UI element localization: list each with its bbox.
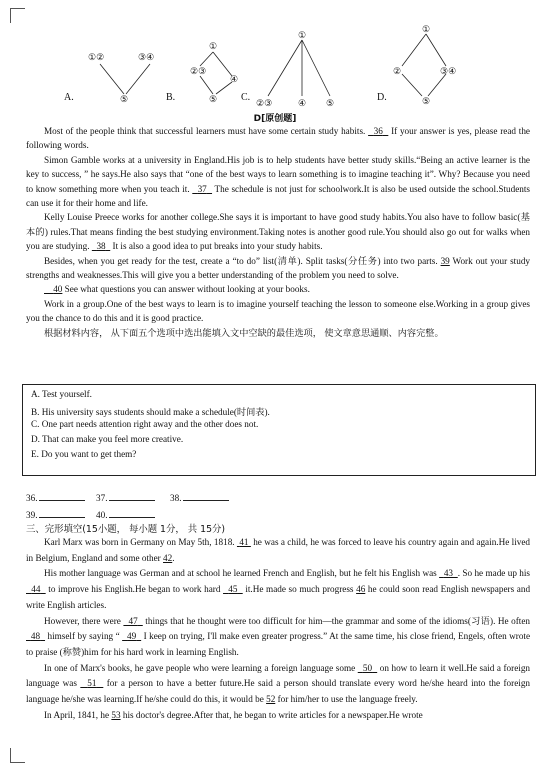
cloze-paragraph-2: His mother language was German and at school he learned French and English, but he felt his English was 43 . So he made up his 44 to improve his English.He began to work hard 45 it.He made so much progress 46 he could soon read English newspapers and write English articles.	[26, 568, 531, 610]
blank-43: 43	[443, 568, 454, 579]
figure-b-node-right: ④	[230, 74, 239, 84]
figure-b-letter: B.	[166, 92, 176, 103]
blank-52: 52	[266, 694, 276, 705]
figure-c-node-top: ①	[298, 30, 307, 40]
blank-37: 37	[197, 183, 207, 194]
figure-a-node-top-left: ①②	[88, 52, 105, 62]
figure-b	[190, 41, 238, 104]
figure-b-node-top: ①	[209, 41, 218, 51]
figure-a-node-top-right: ③④	[138, 52, 155, 62]
blank-39: 39	[440, 255, 450, 266]
option-c: C. One part needs attention right away and the other does not.	[31, 419, 259, 429]
blank-46: 46	[356, 584, 366, 595]
figure-d	[393, 24, 456, 106]
blank-42: 42	[163, 552, 173, 563]
section-title: D[原创题]	[253, 114, 297, 124]
figure-b-node-left: ②③	[190, 66, 207, 76]
answer-blank-38[interactable]: 38.	[170, 491, 229, 503]
figure-c-node-1: ②③	[256, 98, 273, 108]
passage-paragraph-2: Simon Gamble works at a university in England.His job is to help students have better study skills.“Being an active learner is the key to success, ” he says.He also says that “one of the best ways to learn something is to imagine teaching it”. Why? Because you need to know something more when you teach it. 37 The schedule is not just for schoolwork.It is also be used outside the school.Students can use it for their home and life.	[26, 154, 531, 209]
reading-passage	[26, 124, 530, 340]
blank-44: 44	[31, 584, 41, 595]
option-e: E. Do you want to get them?	[31, 449, 137, 459]
figure-b-node-bottom: ⑤	[209, 94, 218, 104]
figure-c-letter: C.	[241, 92, 251, 103]
blank-49: 49	[127, 631, 137, 642]
answer-blank-40[interactable]: 40.	[96, 508, 155, 520]
instruction-text: 根据材料内容， 从下面五个选项中选出能填入文中空缺的最佳选项， 使文章意思通顺、内容完整。	[44, 327, 444, 338]
cloze-passage	[26, 535, 530, 723]
cloze-header: 三、完形填空(15小题， 每小题 1分， 共 15分)	[26, 524, 226, 535]
tree-figures	[0, 14, 550, 108]
blank-41: 41	[239, 537, 249, 547]
passage-paragraph-5: 40 See what questions you can answer without looking at your books.	[26, 282, 530, 296]
figure-d-node-left: ②	[393, 66, 402, 76]
cloze-paragraph-4: In one of Marx's books, he gave people who were learning a foreign language some 50 on how to learn it well.He said a foreign language was 51 for a person to have a better future.He said a person should translate every word he/she heard into the foreign language he/she was learning.If he/she could do this, it would be 52 for him/her to use the language freely.	[26, 662, 531, 705]
figure-a	[88, 52, 154, 104]
passage-paragraph-6: Work in a group.One of the best ways to learn is to imagine yourself teaching the lesson to someone else.Working in a group gives you the chance to do this and it is good practice.	[26, 298, 530, 324]
corner-mark-bottom	[10, 748, 25, 763]
option-b: B. His university says students should make a schedule(时间表).	[31, 407, 270, 417]
cloze-paragraph-3: However, there were 47 things that he thought were too difficult for him—the grammar and some of the idioms(习语). He often 48 himself by saying “ 49 I keep on trying, I'll make even greater progress.” At the same time, his close friend, Engels, often wrote to praise (称赞)him for his hard work in learning English.	[26, 615, 531, 657]
blank-50: 50	[362, 662, 373, 673]
answer-blank-37[interactable]: 37.	[96, 491, 155, 503]
answer-blank-39[interactable]: 39.	[26, 508, 85, 520]
passage-paragraph-1: Most of the people think that successful learners must have some certain study habits. 36 If your answer is yes, please read the following words.	[26, 126, 531, 151]
cloze-paragraph-1: Karl Marx was born in Germany on May 5th, 1818. 41 he was a child, he was forced to leave his country again and again.He lived in Belgium, England and some other 42.	[26, 537, 531, 563]
figure-c	[256, 30, 334, 108]
blank-48: 48	[30, 631, 41, 642]
answer-blank-36[interactable]: 36.	[26, 491, 85, 503]
figure-a-letter: A.	[64, 92, 74, 103]
figure-c-node-3: ⑤	[326, 98, 335, 108]
figure-c-node-2: ④	[298, 98, 307, 108]
figure-d-node-top: ①	[422, 24, 431, 34]
figure-a-node-bottom: ⑤	[120, 94, 129, 104]
blank-38: 38	[96, 241, 106, 252]
blank-40: 40	[53, 284, 63, 295]
cloze-paragraph-5: In April, 1841, he 53 his doctor's degree.After that, he began to write articles for a newspaper.He wrote	[44, 709, 423, 720]
blank-53: 53	[111, 709, 121, 720]
option-d: D. That can make you feel more creative.	[31, 434, 184, 444]
passage-paragraph-4: Besides, when you get ready for the test, create a “to do” list(清单). Split tasks(分任务) into two parts. 39 Work out your study strengths and weaknesses.This will give you a better understanding of the problem you need to solve.	[26, 255, 531, 281]
passage-paragraph-3: Kelly Louise Preece works for another college.She says it is important to have good study habits.You also have to follow basic(基本的) rules.That means finding the best studying environment.Taking notes is another good rule.You should also go out for walks when you are studying. 38 It is also a good idea to put breaks into your study habits.	[26, 212, 530, 252]
blank-45: 45	[228, 584, 238, 595]
figure-d-node-right: ③④	[440, 66, 457, 76]
blank-36: 36	[373, 126, 383, 136]
options-box	[22, 384, 536, 476]
blank-47: 47	[128, 615, 138, 626]
figure-d-node-bottom: ⑤	[422, 96, 431, 106]
blank-51: 51	[87, 678, 97, 689]
option-a: A. Test yourself.	[31, 389, 92, 399]
figure-d-letter: D.	[377, 92, 387, 103]
